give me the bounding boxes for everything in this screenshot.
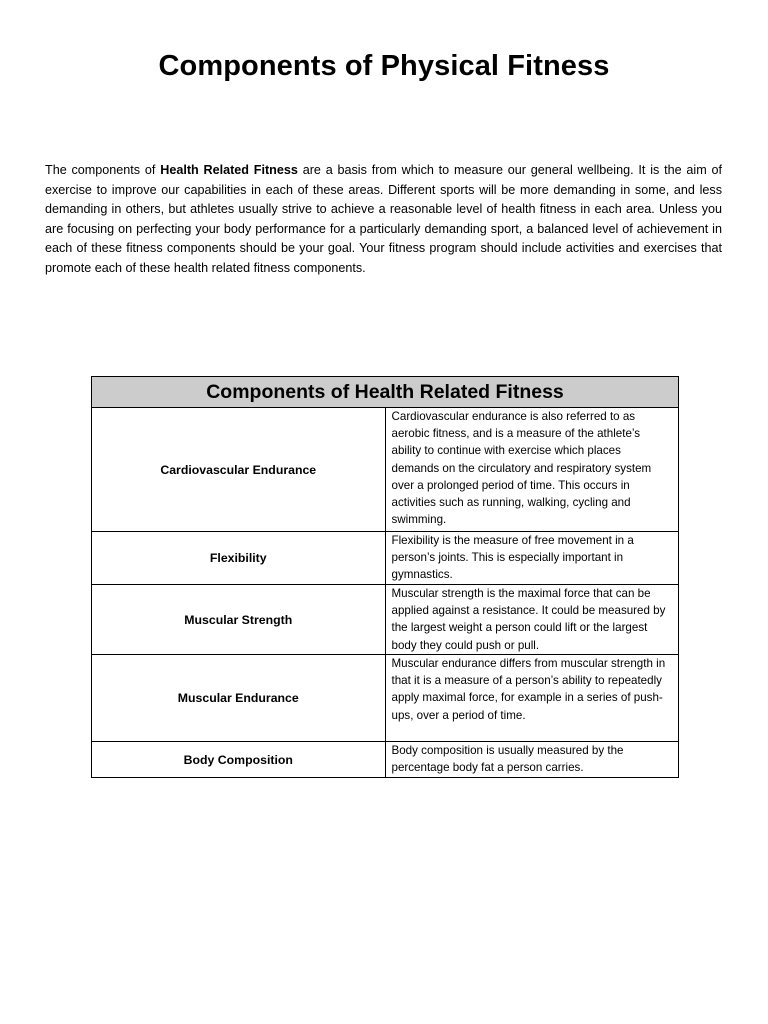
component-description: Cardiovascular endurance is also referred to as aerobic fitness, and is a measure of the athlete’s ability to continue with exercise which places demands on the circulatory and respiratory system over a prolonged period of time. This occurs in activities such as running, walking, cycling and swimming. xyxy=(385,408,679,532)
table-heading: Components of Health Related Fitness xyxy=(92,377,679,408)
page-title: Components of Physical Fitness xyxy=(158,50,610,82)
component-name: Body Composition xyxy=(92,742,386,778)
table-row xyxy=(92,655,679,742)
component-description: Flexibility is the measure of free movement in a person’s joints. This is especially important in gymnastics. xyxy=(385,532,679,585)
component-name: Cardiovascular Endurance xyxy=(92,408,386,532)
component-description: Muscular strength is the maximal force that can be applied against a resistance. It could be measured by the largest weight a person could lift or the largest body they could push or pull. xyxy=(385,585,679,655)
component-description: Muscular endurance differs from muscular strength in that it is a measure of a person’s ability to repeatedly apply maximal force, for example in a series of push-ups, over a period of time. xyxy=(385,655,679,742)
table-heading-row xyxy=(92,377,679,408)
table-row xyxy=(92,532,679,585)
table-row xyxy=(92,742,679,778)
intro-highlight: Health Related Fitness xyxy=(160,163,298,177)
component-name: Muscular Endurance xyxy=(92,655,386,742)
intro-text-rest: are a basis from which to measure our general wellbeing. It is the aim of exercise to improve our capabilities in each of these areas. Different sports will be more demanding in some, and less demanding in others, but athletes usually strive to achieve a reasonable level of health fitness in each area. Unless you are focusing on perfecting your body performance for a particularly demanding sport, a balanced level of achievement in each of these fitness components should be your goal. Your fitness program should include activities and exercises that promote each of these health related fitness components. xyxy=(45,163,722,275)
table-row xyxy=(92,408,679,532)
component-name: Flexibility xyxy=(92,532,386,585)
component-description: Body composition is usually measured by the percentage body fat a person carries. xyxy=(385,742,679,778)
intro-text-start: The components of xyxy=(45,163,161,177)
intro-paragraph xyxy=(45,161,722,279)
table-row xyxy=(92,585,679,655)
component-name: Muscular Strength xyxy=(92,585,386,655)
fitness-components-table xyxy=(91,376,679,778)
